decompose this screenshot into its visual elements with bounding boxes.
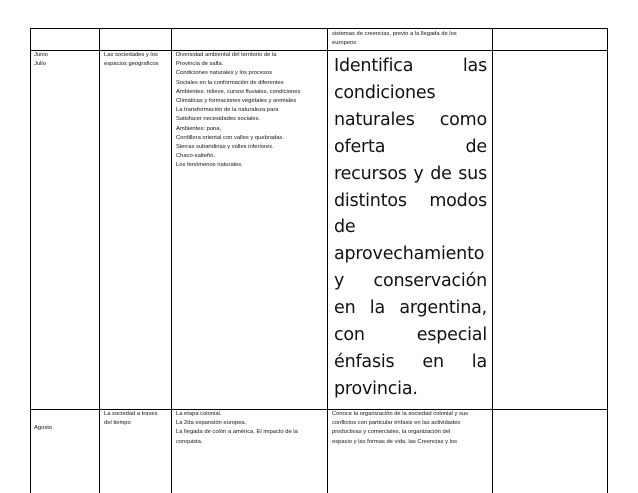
word: énfasis: [334, 351, 395, 372]
month-label: Agosto: [34, 425, 53, 431]
text-line: [334, 134, 487, 161]
text-line: La etapa colonial.: [176, 411, 222, 417]
word: distintos: [334, 190, 407, 211]
text-line: Cordillera oriental con valles y quebradas.: [176, 134, 284, 141]
text-line: espacios geograficos: [104, 61, 159, 68]
text-line: conflictos con particular énfasis en las actividades: [332, 420, 461, 427]
row0-competencia-cell: [332, 30, 488, 48]
text-line: Satisfacer necesidades sociales.: [176, 116, 261, 123]
month-label: Junio: [34, 52, 48, 58]
row1-mes-cell: [34, 51, 96, 69]
word: especial: [416, 325, 487, 346]
text-line: Diversidad ambiental del territorio de la: [176, 52, 277, 58]
text-line: [334, 268, 487, 295]
text-line: espacio y las formas de vida, las Creencias y los: [332, 438, 458, 445]
col-divider-1: [99, 28, 100, 493]
word: las: [462, 56, 487, 76]
text-line: Chaco-salteño.: [176, 153, 215, 160]
row2-mes-cell: [34, 424, 96, 433]
text-line: [334, 188, 487, 215]
word: de: [465, 136, 487, 157]
word: sus: [458, 163, 487, 184]
word: y: [413, 163, 424, 184]
text-line: Climáticas y formaciones vegetales y animales: [176, 98, 297, 105]
text-line: La llegada de colón a américa. El impacto de la: [176, 429, 298, 436]
word: conservación: [373, 271, 487, 292]
row1-eje-cell: [104, 51, 168, 69]
text-line: La transformación de la naturaleza para: [176, 107, 279, 114]
text-line: condiciones: [334, 82, 436, 103]
word: naturales: [334, 109, 415, 130]
col-divider-0: [30, 28, 31, 493]
text-line: aprovechamiento: [334, 244, 485, 265]
text-line: Los fenómenos naturales.: [176, 162, 243, 169]
text-line: del tiempo: [104, 420, 131, 427]
col-divider-3: [327, 28, 328, 493]
row2-contenido-cell: [176, 410, 324, 447]
row2-competencia-cell: [332, 410, 489, 447]
word: con: [334, 325, 365, 346]
month-label: Julio: [34, 61, 46, 68]
text-line: productivas y comerciales, la organización del: [332, 429, 451, 436]
text-line: Las sociedades y los: [104, 52, 158, 58]
text: sistemas de creencias, previo a la llegada de los: [332, 31, 457, 37]
text-line: Sierras subandinas y valles inferiores.: [176, 144, 274, 151]
word: como: [439, 109, 487, 130]
word: recursos: [334, 163, 407, 184]
text-line: conquista.: [176, 438, 203, 445]
word: en: [422, 351, 444, 372]
text-line: Sociales en la conformación de diferentes: [176, 79, 284, 86]
table-border-top: [30, 28, 607, 29]
word: de: [430, 163, 452, 184]
word: y: [334, 271, 345, 292]
word: la: [369, 298, 385, 319]
text-line: provincia.: [334, 378, 418, 399]
text-line: [334, 107, 487, 134]
text-line: [334, 349, 487, 376]
word: oferta: [334, 136, 386, 157]
word: argentina,: [399, 298, 487, 319]
col-divider-5: [607, 28, 608, 493]
text-line: Provincia de salta.: [176, 61, 224, 68]
word: modos: [429, 190, 487, 211]
text-line: [334, 161, 487, 188]
word: Identifica: [334, 56, 414, 76]
text-line: de: [334, 217, 356, 238]
text-line: [334, 53, 487, 80]
text-line: [334, 295, 487, 322]
text-line: La 2da expansión europea.: [176, 420, 247, 427]
col-divider-4: [492, 28, 493, 493]
text-line: La sociedad a traves: [104, 411, 158, 417]
col-divider-2: [171, 28, 172, 493]
word: la: [471, 351, 487, 372]
text-line: europeos: [332, 40, 357, 47]
row1-contenido-cell: [176, 51, 324, 171]
row2-eje-cell: [104, 410, 168, 428]
text-line: Conoce la organización de la sociedad colonial y sus: [332, 411, 468, 417]
row1-competencia-cell: [334, 53, 487, 403]
text-line: [332, 30, 488, 39]
word: en: [334, 298, 356, 319]
text-line: Condiciones naturales y los procesos: [176, 70, 273, 77]
text-line: Ambientes: relieve, cursos fluviales, condiciones: [176, 88, 301, 95]
text-line: [334, 322, 487, 349]
text-line: Ambientes: puna,: [176, 125, 222, 132]
